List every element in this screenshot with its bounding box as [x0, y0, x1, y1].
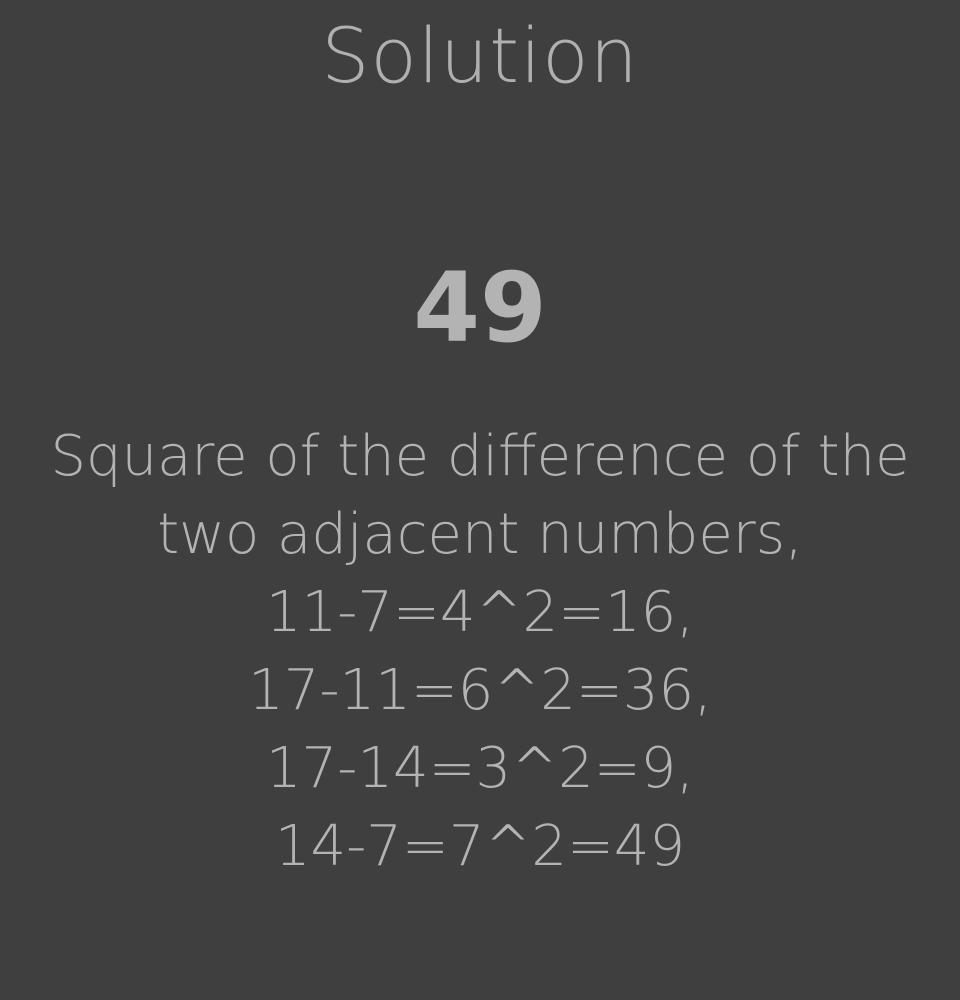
explanation-line: 11-7=4^2=16,: [265, 580, 695, 645]
explanation-line: two adjacent numbers,: [157, 502, 803, 567]
explanation-line: 14-7=7^2=49: [274, 814, 686, 879]
explanation-line: 17-11=6^2=36,: [248, 658, 712, 723]
solution-title: Solution: [321, 11, 639, 100]
explanation-line: Square of the difference of the: [50, 424, 910, 489]
explanation-text: [20, 418, 940, 886]
answer-value: 49: [413, 252, 547, 364]
explanation-line: 17-14=3^2=9,: [265, 736, 695, 801]
